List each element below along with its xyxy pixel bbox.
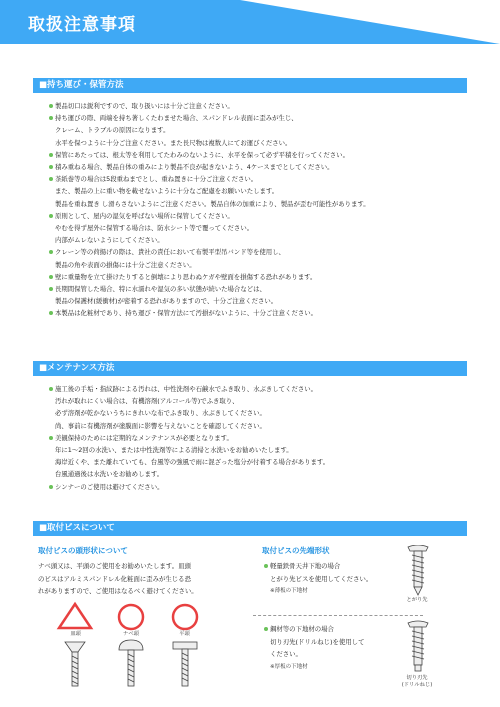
tip-item-line: ください。 xyxy=(270,650,302,658)
list-item xyxy=(55,149,475,161)
label-countersunk: 皿頭 xyxy=(70,631,81,637)
tip-item-line: 鋼材等の下地材の場合 xyxy=(270,625,334,633)
list-item xyxy=(55,271,475,283)
tip-item-line: 切り刃先(ドリルねじ)を使用して xyxy=(270,637,365,646)
list-item-line: 年に1～2回の水洗い、または中性洗剤等による清掃と水洗いをお勧めいたします。 xyxy=(55,446,293,455)
section-heading-maintenance: ■メンテナンス方法 xyxy=(33,361,467,376)
list-item-line: 壁に重量物を立て掛けたりすると倒壊により思わぬケガや壁面を損傷する恐れがあります。 xyxy=(55,272,317,281)
list-item xyxy=(55,210,475,247)
tip-shape-list-2 xyxy=(270,623,410,673)
list-item-line: 長期間保管した場合、特に水濡れや湿気の多い状態が続いた場合などは、 xyxy=(55,285,266,294)
section-heading-handling: ■持ち運び・保管方法 xyxy=(33,78,467,93)
list-item xyxy=(55,246,475,270)
list-item-line: 必ず溶剤が乾かないうちにきれいな布でふき取り、水ぶきしてください。 xyxy=(55,409,266,418)
tip-item-line: とがり先ビスを使用してください。 xyxy=(270,574,373,583)
tip-item-note: ※薄板の下地材 xyxy=(270,588,308,594)
list-item-line: 汚れが取れにくい場合は、有機溶剤(アルコール等)でふき取り、 xyxy=(55,397,239,406)
page-title: 取扱注意事項 xyxy=(28,15,136,35)
label-flat-head: 平頭 xyxy=(179,631,190,637)
tip-item-line: 軽量鉄骨天井下地の場合 xyxy=(270,562,341,570)
list-item-line: 製品の保護材(緩衝材)が密着する恐れがありますので、十分ご注意ください。 xyxy=(55,297,278,306)
ok-circle-icon xyxy=(119,605,143,629)
list-item-line: 台風通過後は水洗いをお勧めします。 xyxy=(55,470,164,479)
list-item-line: 製品を重ね置き し滑らさないようにご注意ください。製品自体の加重により、製品が歪む可能性があります。 xyxy=(55,199,370,208)
list-item xyxy=(55,432,475,481)
label-drill-tip: 切り刃先 xyxy=(406,675,428,681)
list-item-line: 美観保持のためには定期的なメンテナンスが必要となります。 xyxy=(55,433,233,442)
list-item xyxy=(55,161,475,173)
list-item-line: 内部がムレないようにしてください。 xyxy=(55,236,164,245)
list-item-line: 海岸近くや、また離れていても、台風等の強風で雨に混ざった塩分が付着する場合があります。 xyxy=(55,458,330,467)
list-item xyxy=(55,481,475,493)
tip-shape-list-1 xyxy=(270,560,410,598)
list-item-line: クレーン等の荷揚げの際は、貴社の責任において布製平型吊バンド等を使用し、 xyxy=(55,248,285,257)
header-corner-cut xyxy=(240,0,500,44)
list-item-line: 原則として、屋内の湿気を呼ばない場所に保管してください。 xyxy=(55,211,234,220)
list-item-line: 積み重ねる場合、製品自体の重みにより製品不良が起きないよう、4ケースまでとしてください。 xyxy=(55,163,334,172)
ok-circle-icon xyxy=(173,605,197,629)
list-item-line: 持ち運びの際、両端を持ち著しくたわませた場合、スパンドレル表面に歪みが生じ、 xyxy=(55,114,298,123)
tip-item-note: ※厚板の下地材 xyxy=(270,663,308,670)
list-item-line: クレーム、トラブルの原因になります。 xyxy=(55,126,170,135)
label-pointed-tip: とがり先 xyxy=(406,597,428,603)
handling-list xyxy=(55,100,475,320)
list-item-line: 水平を保つように十分ご注意ください。また長尺物は複数人にてお運びください。 xyxy=(55,138,292,147)
list-item xyxy=(55,173,475,210)
list-item xyxy=(55,112,475,149)
tip-item xyxy=(270,623,410,673)
warning-triangle-icon xyxy=(59,604,91,628)
list-item xyxy=(55,100,475,112)
tip-item xyxy=(270,560,410,598)
list-item-line: また、製品の上に重い物を載せないように十分なご配慮をお願いいたします。 xyxy=(55,187,279,196)
list-item xyxy=(55,307,475,319)
list-item-line: 製品切口は鋭利ですので、取り扱いには十分ご注意ください。 xyxy=(55,102,234,110)
list-item xyxy=(55,283,475,307)
head-shape-text-line: れがありますので、ご使用はなるべく避けてください。 xyxy=(38,587,198,595)
head-shape-text xyxy=(38,560,198,598)
list-item-line: 本製品は化粧材であり、持ち運び・保管方法にて汚損がないように、十分ご注意ください。 xyxy=(55,309,318,318)
list-item-line: 製品の角や表面の損傷には十分ご注意ください。 xyxy=(55,260,196,269)
pan-head-screw-icon xyxy=(119,640,143,686)
page-header xyxy=(0,0,500,44)
list-item-line: やむを得ず屋外に保管する場合は、防水シート等で覆ってください。 xyxy=(55,224,254,233)
drill-tip-screw-icon xyxy=(408,621,428,671)
list-item-line: 保管にあたっては、根太等を利用してたわみのないように、水平を保って必ず平積を行ってください。 xyxy=(55,150,349,159)
head-shape-text-line: のビスはアルミスパンドレル化粧面に歪みが生じる恐 xyxy=(38,574,191,583)
list-item-line: 施工後の手垢・指紋跡による汚れは、中性洗剤や石鹸水でふき取り、水ぶきしてください。 xyxy=(55,385,318,393)
maintenance-list xyxy=(55,383,475,493)
list-item-line: シンナーのご使用は避けてください。 xyxy=(55,482,164,491)
screw-tip-illustrations xyxy=(398,545,438,685)
label-drill-tip-sub: (ドリルねじ) xyxy=(401,682,433,688)
flat-head-screw-icon xyxy=(173,642,197,686)
tip-shape-title: 取付ビスの先端形状 xyxy=(262,546,330,555)
countersunk-screw-icon xyxy=(65,642,85,686)
head-shape-text-line: ナベ頭又は、平頭のご使用をお勧めいたします。皿頭 xyxy=(38,562,191,570)
list-item-line: 尚、事前に有機溶剤が塗膜面に影響を与えないことを確認してください。 xyxy=(55,421,266,430)
screw-head-illustrations xyxy=(55,600,215,700)
section-heading-screws: ■取付ビスについて xyxy=(33,521,467,536)
pointed-tip-screw-icon xyxy=(408,545,428,595)
list-item-line: 茶紙巻等の場合は5段重ねまでとし、重ね置きに十分ご注意ください。 xyxy=(55,175,258,184)
label-pan-head: ナベ頭 xyxy=(123,631,139,637)
list-item xyxy=(55,383,475,432)
head-shape-title: 取付ビスの頭形状について xyxy=(38,546,128,555)
